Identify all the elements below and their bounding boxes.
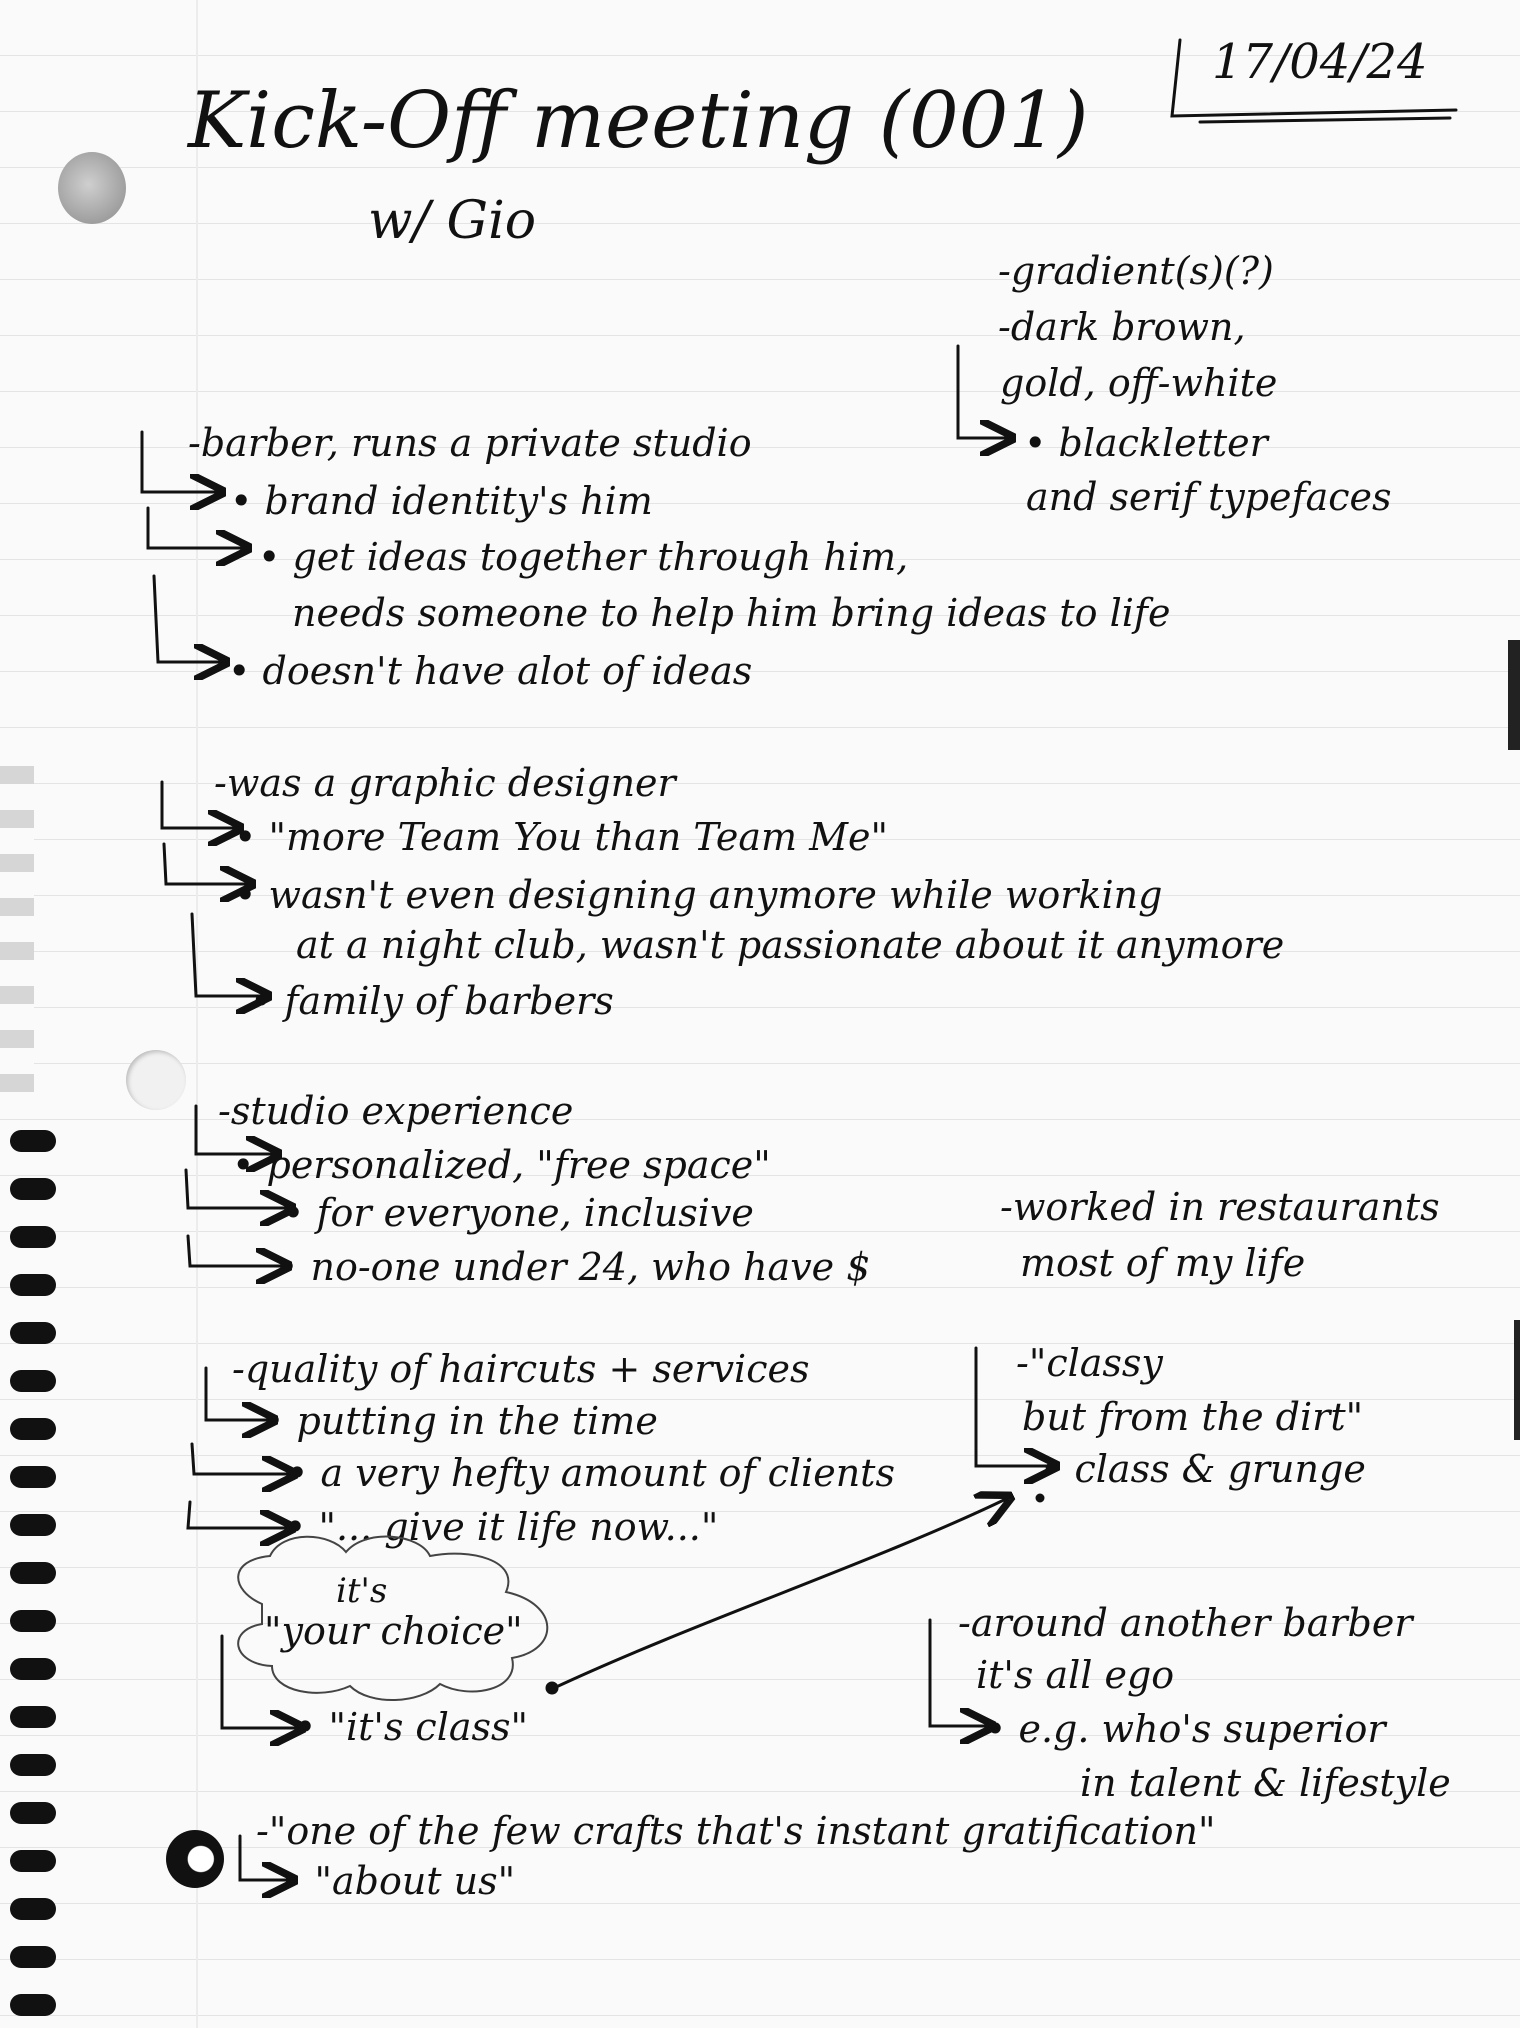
note-line: -around another barber: [958, 1601, 1413, 1645]
page-subtitle: w/ Gio: [368, 191, 537, 251]
right-edge-shadow: [1508, 640, 1520, 750]
note-line: • class & grunge: [1040, 1447, 1366, 1491]
note-line: • "about us": [280, 1859, 516, 1903]
note-line: at a night club, wasn't passionate about it anymore: [296, 923, 1285, 967]
note-line: • for everyone, inclusive: [282, 1191, 754, 1235]
note-line: it's: [336, 1571, 388, 1611]
note-line: -quality of haircuts + services: [232, 1347, 810, 1391]
note-line: • e.g. who's superior: [984, 1707, 1386, 1751]
note-line: -dark brown,: [998, 305, 1246, 349]
note-line: -"one of the few crafts that's instant gratification": [256, 1809, 1216, 1853]
note-line: -studio experience: [218, 1089, 574, 1133]
note-line: in talent & lifestyle: [1080, 1761, 1451, 1805]
binder-hole-middle: [126, 1050, 186, 1110]
note-line: but from the dirt": [1022, 1395, 1364, 1439]
binder-hole-top: [58, 152, 126, 224]
note-line: and serif typefaces: [1026, 475, 1392, 519]
note-line: • "more Team You than Team Me": [234, 815, 888, 859]
note-line: • no-one under 24, who have $: [276, 1245, 871, 1289]
note-line: -worked in restaurants: [1000, 1185, 1440, 1229]
note-line: most of my life: [1020, 1241, 1306, 1285]
margin-line: [196, 0, 198, 2028]
binder-hole-bottom: [166, 1830, 224, 1888]
meeting-date: 17/04/24: [1212, 34, 1428, 90]
note-line: gold, off-white: [1000, 361, 1278, 405]
note-line: needs someone to help him bring ideas to life: [292, 591, 1171, 635]
note-line: it's all ego: [976, 1653, 1175, 1697]
note-line: -was a graphic designer: [214, 761, 676, 805]
note-line: • personalized, "free space": [232, 1143, 771, 1187]
note-line: • blackletter: [1024, 421, 1268, 465]
note-line: • wasn't even designing anymore while working: [234, 873, 1163, 917]
note-line: • putting in the time: [262, 1399, 658, 1443]
note-line: • get ideas together through him,: [258, 535, 909, 579]
note-line: • a very hefty amount of clients: [286, 1451, 895, 1495]
note-line: -gradient(s)(?): [998, 249, 1274, 293]
note-line: • "... give it life now...": [284, 1505, 719, 1549]
page-title: Kick-Off meeting (001): [188, 76, 1089, 166]
note-line: • family of barbers: [250, 979, 614, 1023]
note-line: • brand identity's him: [230, 479, 653, 523]
note-line: • "it's class": [294, 1705, 528, 1749]
note-line: -barber, runs a private studio: [188, 421, 752, 465]
note-line: -"classy: [1016, 1341, 1163, 1385]
right-edge-shadow: [1514, 1320, 1520, 1440]
note-line: • doesn't have alot of ideas: [228, 649, 753, 693]
page-tear-edge: [0, 740, 34, 1100]
note-line: "your choice": [264, 1609, 523, 1653]
